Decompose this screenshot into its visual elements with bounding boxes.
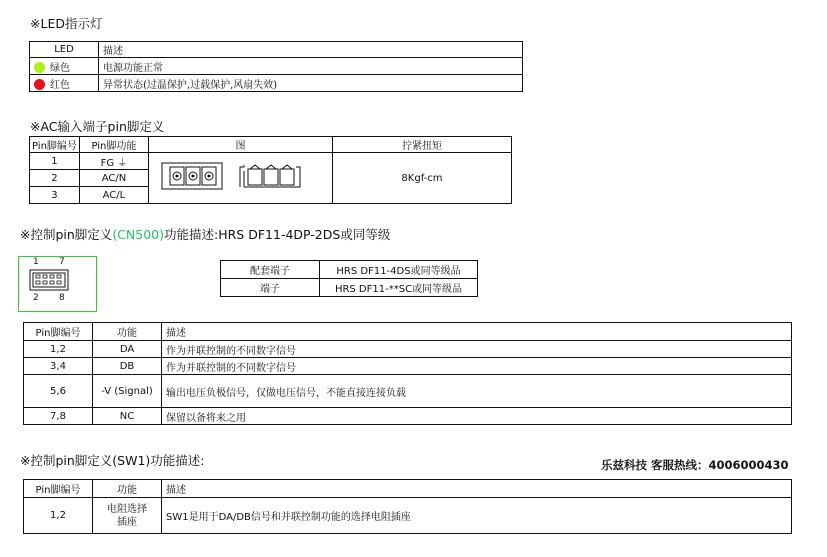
ac-pin: 1 (30, 153, 80, 170)
ac-table (29, 136, 512, 204)
table-row (221, 279, 478, 297)
table-row (24, 341, 792, 358)
cn500-heading-connector: (CN500) (112, 227, 165, 242)
cn500-func: -V (Signal) (93, 375, 162, 408)
sw1-desc: SW1是用于DA/DB信号和并联控制功能的选择电阻插座 (162, 498, 792, 534)
terminal-value: HRS DF11-**SC或同等级品 (320, 279, 478, 297)
ac-func: AC/N (79, 170, 148, 187)
cn500-header-pin: Pin脚编号 (24, 323, 93, 341)
ac-header-torque: 拧紧扭矩 (332, 137, 511, 153)
led-header-desc: 描述 (99, 42, 523, 58)
hotline-text: 乐兹科技 客服热线：4006000430 (601, 458, 789, 472)
ac-header-pin: Pin脚编号 (30, 137, 80, 153)
ac-header-figure: 图 (148, 137, 332, 153)
led-section-heading: ※LED指示灯 (30, 16, 103, 31)
cn500-table (23, 322, 792, 425)
table-row (30, 75, 523, 92)
led-header-led: LED (30, 42, 99, 58)
led-color-name: 绿色 (50, 62, 70, 74)
table-row (221, 261, 478, 279)
sw1-header-desc: 描述 (162, 480, 792, 498)
cn500-section-heading (20, 225, 390, 243)
sw1-func-line: 电阻选择 (107, 503, 147, 515)
terminal-figure (148, 153, 332, 204)
connector-diagram (18, 256, 97, 312)
sw1-func-line: 插座 (117, 516, 137, 528)
table-row (30, 58, 523, 75)
terminal-table (220, 260, 478, 297)
led-color-name: 红色 (50, 79, 70, 91)
cn500-desc: 输出电压负极信号，仅做电压信号，不能直接连接负载 (162, 375, 792, 408)
terminal-value: HRS DF11-4DS或同等级品 (320, 261, 478, 279)
table-row (24, 408, 792, 425)
cn500-header-desc: 描述 (162, 323, 792, 341)
table-row (24, 358, 792, 375)
ac-pin: 3 (30, 187, 80, 204)
ac-torque-value: 8Kgf-cm (332, 153, 511, 204)
ac-func: AC/L (79, 187, 148, 204)
cn500-pin: 3,4 (24, 358, 93, 375)
sw1-header-func: 功能 (93, 480, 162, 498)
cn500-func: DB (93, 358, 162, 375)
sw1-pin: 1,2 (24, 498, 93, 534)
cn500-desc: 保留以备将来之用 (162, 408, 792, 425)
cn500-heading-suffix: 功能描述:HRS DF11-4DP-2DS或同等级 (164, 227, 391, 242)
cn500-pin: 5,6 (24, 375, 93, 408)
cn500-desc: 作为并联控制的不同数字信号 (162, 358, 792, 375)
terminal-label: 配套端子 (221, 261, 320, 279)
ac-func: FG ⏚ (79, 153, 148, 170)
table-row (24, 375, 792, 408)
terminal-label: 端子 (221, 279, 320, 297)
cn500-pin: 7,8 (24, 408, 93, 425)
table-row (30, 153, 512, 170)
cn500-func: DA (93, 341, 162, 358)
ac-header-func: Pin脚功能 (79, 137, 148, 153)
cn500-desc: 作为并联控制的不同数字信号 (162, 341, 792, 358)
table-row (24, 498, 792, 534)
green-led-icon (34, 62, 45, 73)
terminal-block-icon (160, 157, 320, 197)
cn500-heading-prefix: ※控制pin脚定义 (20, 227, 113, 242)
red-led-icon (34, 79, 45, 90)
ac-pin: 2 (30, 170, 80, 187)
led-table (29, 41, 523, 92)
sw1-header-pin: Pin脚编号 (24, 480, 93, 498)
sw1-table (23, 479, 792, 534)
led-desc: 异常状态(过温保护,过载保护,风扇失效) (99, 75, 523, 92)
pin-label: 7 (59, 257, 65, 267)
cn500-header-func: 功能 (93, 323, 162, 341)
pin-label: 8 (59, 293, 65, 303)
ac-section-heading: ※AC输入端子pin脚定义 (30, 119, 165, 134)
cn500-pin: 1,2 (24, 341, 93, 358)
pin-label: 1 (33, 257, 39, 267)
cn500-func: NC (93, 408, 162, 425)
connector-icon (29, 269, 69, 291)
sw1-func (93, 498, 162, 534)
led-desc: 电源功能正常 (99, 58, 523, 75)
sw1-section-heading: ※控制pin脚定义(SW1)功能描述: (20, 453, 205, 468)
pin-label: 2 (33, 293, 39, 303)
